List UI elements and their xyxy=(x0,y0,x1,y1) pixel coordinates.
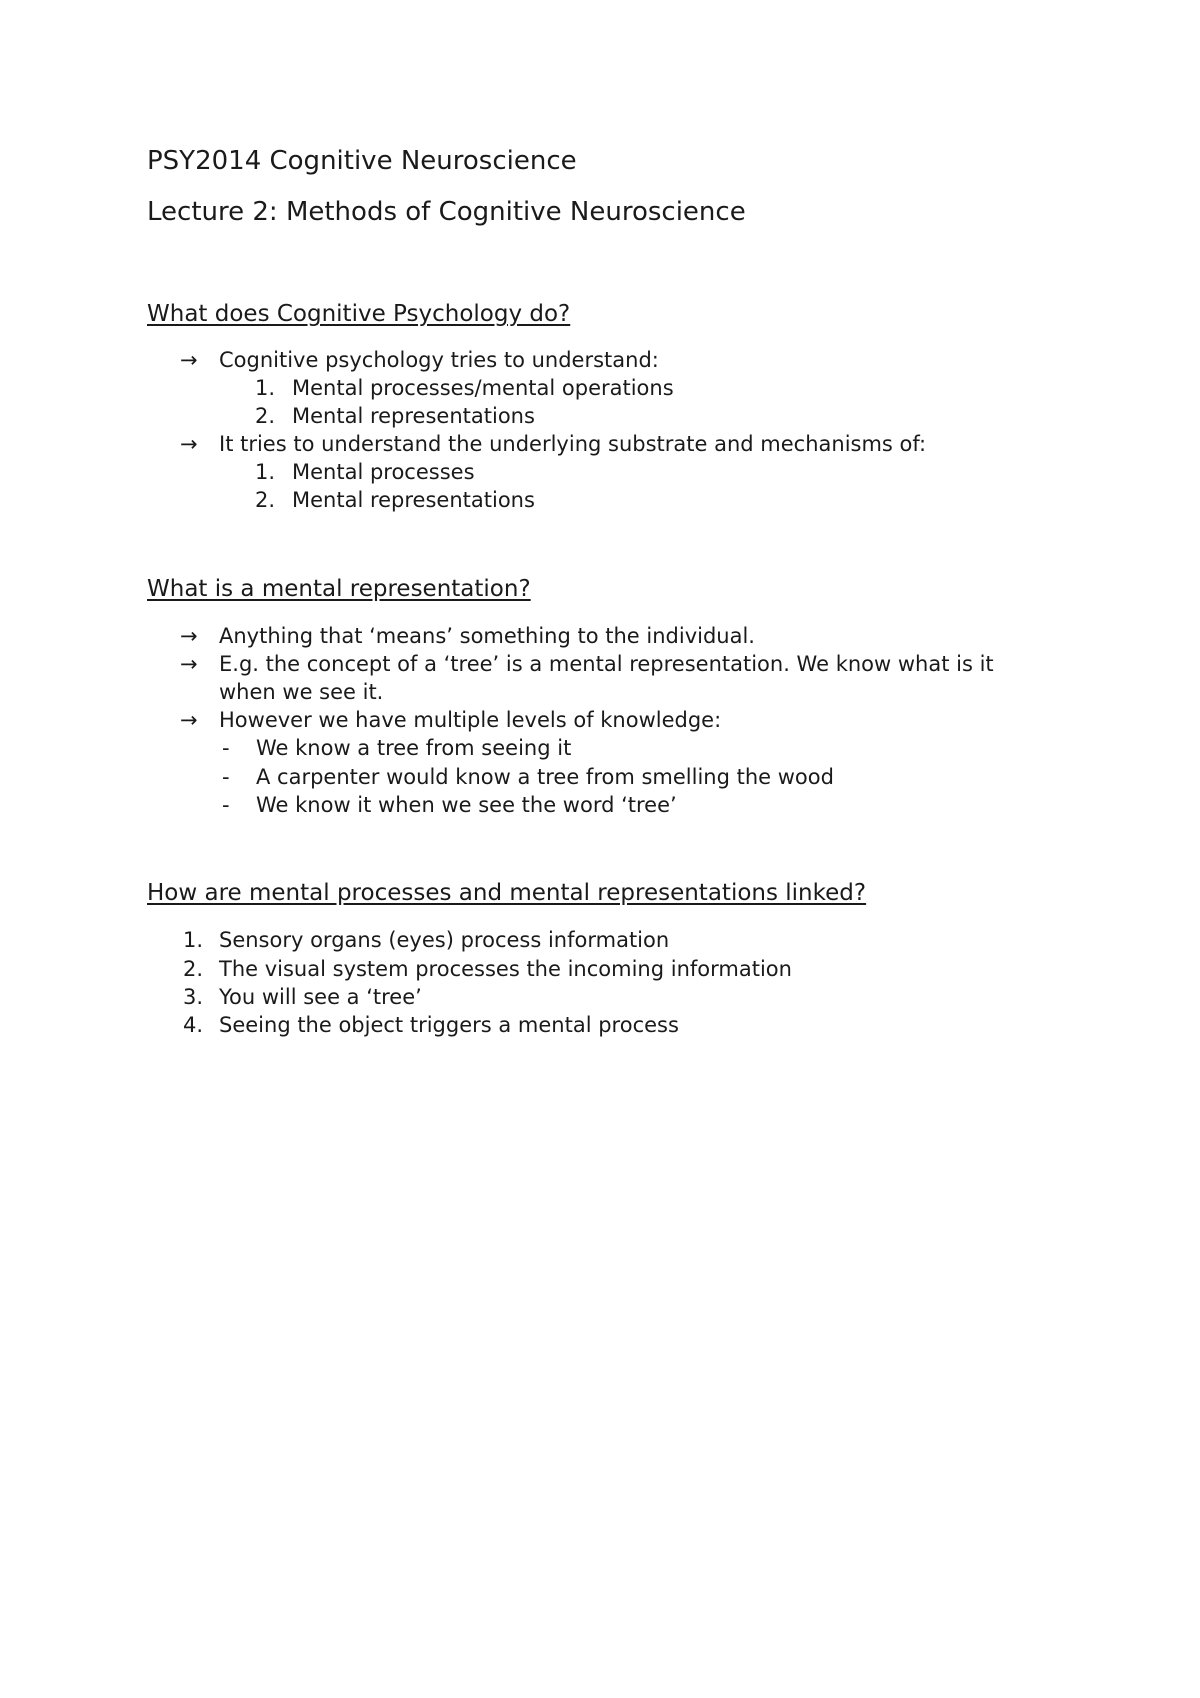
list-number: 1. xyxy=(183,928,204,952)
list-number: 3. xyxy=(183,985,204,1009)
list-item: Seeing the object triggers a mental process xyxy=(219,1013,679,1037)
list-number: 4. xyxy=(183,1013,204,1037)
list-item: We know a tree from seeing it xyxy=(256,736,572,760)
list-item: Mental representations xyxy=(292,488,535,512)
list-item: A carpenter would know a tree from smelling the wood xyxy=(256,765,834,789)
dash-bullet: - xyxy=(222,765,230,789)
list-number: 2. xyxy=(183,957,204,981)
list-item: Anything that ‘means’ something to the individual. xyxy=(219,624,755,648)
list-item-continuation: when we see it. xyxy=(219,680,384,704)
arrow-bullet-icon: → xyxy=(180,652,198,676)
list-item: Mental processes xyxy=(292,460,475,484)
section-heading: How are mental processes and mental representations linked? xyxy=(147,880,867,906)
list-item: It tries to understand the underlying substrate and mechanisms of: xyxy=(219,432,927,456)
arrow-bullet-icon: → xyxy=(180,624,198,648)
list-item: Sensory organs (eyes) process information xyxy=(219,928,670,952)
list-number: 2. xyxy=(255,404,276,428)
arrow-bullet-icon: → xyxy=(180,348,198,372)
list-item: E.g. the concept of a ‘tree’ is a mental representation. We know what is it xyxy=(219,652,994,676)
section-heading: What does Cognitive Psychology do? xyxy=(147,301,571,327)
list-item: Mental processes/mental operations xyxy=(292,376,674,400)
list-item: The visual system processes the incoming information xyxy=(219,957,792,981)
list-item: We know it when we see the word ‘tree’ xyxy=(256,793,677,817)
document-title: PSY2014 Cognitive Neuroscience xyxy=(147,146,577,176)
document-subtitle: Lecture 2: Methods of Cognitive Neuroscience xyxy=(147,197,746,227)
list-item: However we have multiple levels of knowledge: xyxy=(219,708,722,732)
arrow-bullet-icon: → xyxy=(180,708,198,732)
list-number: 2. xyxy=(255,488,276,512)
list-number: 1. xyxy=(255,376,276,400)
list-item: Cognitive psychology tries to understand: xyxy=(219,348,659,372)
list-item: You will see a ‘tree’ xyxy=(219,985,422,1009)
list-number: 1. xyxy=(255,460,276,484)
dash-bullet: - xyxy=(222,736,230,760)
dash-bullet: - xyxy=(222,793,230,817)
section-heading: What is a mental representation? xyxy=(147,576,531,602)
arrow-bullet-icon: → xyxy=(180,432,198,456)
list-item: Mental representations xyxy=(292,404,535,428)
